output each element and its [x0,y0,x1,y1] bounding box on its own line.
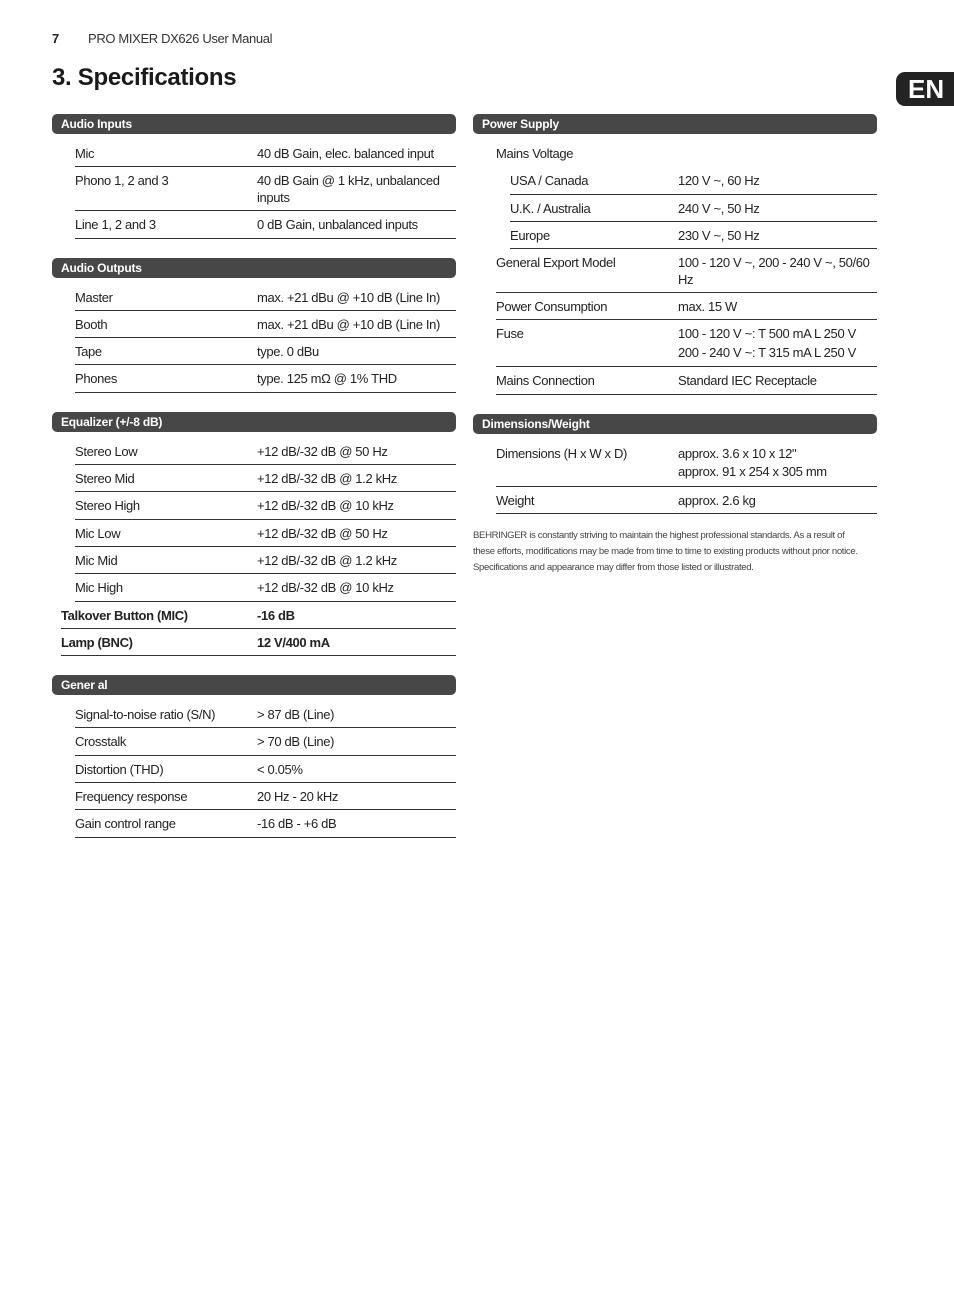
spec-value: 40 dB Gain, elec. balanced input [257,146,434,161]
spec-key: Booth [75,316,108,332]
spec-key: Phono 1, 2 and 3 [75,173,169,189]
table-row [75,465,456,492]
spec-value: type. 0 dBu [257,344,319,360]
section-header-equalizer: Equalizer (+/-8 dB) [52,412,456,432]
spec-key: Distortion (THD) [75,761,164,777]
table-row [496,249,877,293]
disclaimer: BEHRINGER is constantly striving to maintain the highest professional standards. As a result of these efforts, modifications may be made from time to time to existing products without prior notice. Specifications and appearance may differ from those listed or illustrated. [473,530,858,574]
table-row [75,167,456,211]
section-header-general: Gener al [52,675,456,695]
spec-value: max. +21 dBu @ +10 dB (Line In) [257,316,441,332]
spec-value: -16 dB - +6 dB [257,816,337,832]
spec-key: Stereo Low [75,443,138,459]
table-row [496,487,877,514]
table-row [75,701,456,728]
table-row [510,195,877,222]
dimensions-weight-table [473,440,877,514]
dimensions-line-1: approx. 3.6 x 10 x 12" [678,445,797,461]
spec-value: < 0.05% [257,761,303,777]
table-row [75,140,456,167]
equalizer-table [52,438,456,656]
spec-key: Stereo High [75,498,140,514]
audio-outputs-table [52,284,456,393]
table-row [75,211,456,238]
language-badge: EN [896,72,954,106]
spec-key: USA / Canada [510,173,589,189]
page-header [52,31,272,46]
table-row [496,293,877,320]
spec-value: +12 dB/-32 dB @ 10 kHz [257,580,394,596]
spec-key: U.K. / Australia [510,200,591,216]
table-row [75,338,456,365]
spec-value: 20 Hz - 20 kHz [257,789,339,805]
section-header-audio-outputs: Audio Outputs [52,258,456,278]
spec-value [678,445,877,482]
spec-value: > 87 dB (Line) [257,707,335,723]
spec-key: Mic Low [75,525,121,541]
section-header-audio-inputs: Audio Inputs [52,114,456,134]
spec-key: Master [75,289,113,305]
table-row [496,320,877,367]
general-table [52,701,456,837]
manual-title: PRO MIXER DX626 User Manual [88,31,273,46]
spec-value [678,145,877,163]
table-row [496,440,877,487]
table-row [61,602,456,629]
spec-value: type. 125 mΩ @ 1% THD [257,371,397,387]
table-row [75,756,456,783]
spec-value: +12 dB/-32 dB @ 1.2 kHz [257,471,397,487]
table-row [75,547,456,574]
dimensions-line-2: approx. 91 x 254 x 305 mm [678,464,827,480]
table-row [510,222,877,249]
spec-key: Mic Mid [75,552,118,568]
spec-value: max. +21 dBu @ +10 dB (Line In) [257,289,441,305]
spec-key: Power Consumption [496,299,608,315]
spec-key: Mains Connection [496,373,595,389]
spec-key: General Export Model [496,255,616,271]
spec-key: Stereo Mid [75,471,135,487]
table-row [496,140,877,167]
spec-key: Fuse [496,326,524,342]
fuse-line-2: 200 - 240 V ~: T 315 mA L 250 V [678,344,856,360]
spec-value: 0 dB Gain, unbalanced inputs [257,217,418,233]
spec-value: +12 dB/-32 dB @ 10 kHz [257,498,394,514]
spec-value: -16 dB [257,607,295,623]
spec-key: Mains Voltage [496,146,574,161]
table-row [75,311,456,338]
spec-value: 240 V ~, 50 Hz [678,200,760,216]
audio-inputs-table [52,140,456,239]
spec-value: > 70 dB (Line) [257,734,335,750]
fuse-line-1: 100 - 120 V ~: T 500 mA L 250 V [678,326,856,342]
right-column [473,114,877,576]
table-row [61,629,456,656]
table-row [75,284,456,311]
spec-value [678,325,877,362]
table-row [510,167,877,194]
spec-value: 230 V ~, 50 Hz [678,227,760,243]
spec-key: Mic [75,146,95,161]
page-number: 7 [52,31,60,46]
table-row [75,365,456,392]
page-title: 3. Specifications [52,64,237,91]
spec-key: Crosstalk [75,734,127,750]
spec-key: Gain control range [75,816,176,832]
table-row [75,810,456,837]
table-row [75,438,456,465]
section-header-power-supply: Power Supply [473,114,877,134]
spec-value: approx. 2.6 kg [678,492,756,508]
table-row [75,783,456,810]
spec-value: +12 dB/-32 dB @ 50 Hz [257,443,388,459]
spec-key: Europe [510,227,550,243]
spec-value: 100 - 120 V ~, 200 - 240 V ~, 50/60 Hz [678,255,870,288]
spec-key: Line 1, 2 and 3 [75,217,156,233]
spec-key: Phones [75,371,117,387]
table-row [75,492,456,519]
spec-key: Talkover Button (MIC) [61,607,188,623]
spec-value: max. 15 W [678,299,737,315]
spec-key: Signal-to-noise ratio (S/N) [75,707,216,723]
spec-key: Dimensions (H x W x D) [496,445,627,461]
spec-value: 120 V ~, 60 Hz [678,173,760,189]
spec-key: Frequency response [75,789,188,805]
table-row [496,367,877,394]
table-row [75,520,456,547]
spec-key: Mic High [75,580,123,596]
spec-value: 40 dB Gain @ 1 kHz, unbalanced inputs [257,173,440,206]
spec-value: Standard IEC Receptacle [678,373,817,389]
table-row [75,574,456,601]
spec-key: Weight [496,492,535,508]
spec-key: Tape [75,344,102,360]
spec-key: Lamp (BNC) [61,634,133,650]
spec-value: +12 dB/-32 dB @ 50 Hz [257,525,388,541]
table-row [75,728,456,755]
power-supply-table [473,140,877,395]
section-header-dimensions-weight: Dimensions/Weight [473,414,877,434]
spec-value: 12 V/400 mA [257,634,330,650]
left-column [52,114,456,857]
spec-value: +12 dB/-32 dB @ 1.2 kHz [257,552,397,568]
